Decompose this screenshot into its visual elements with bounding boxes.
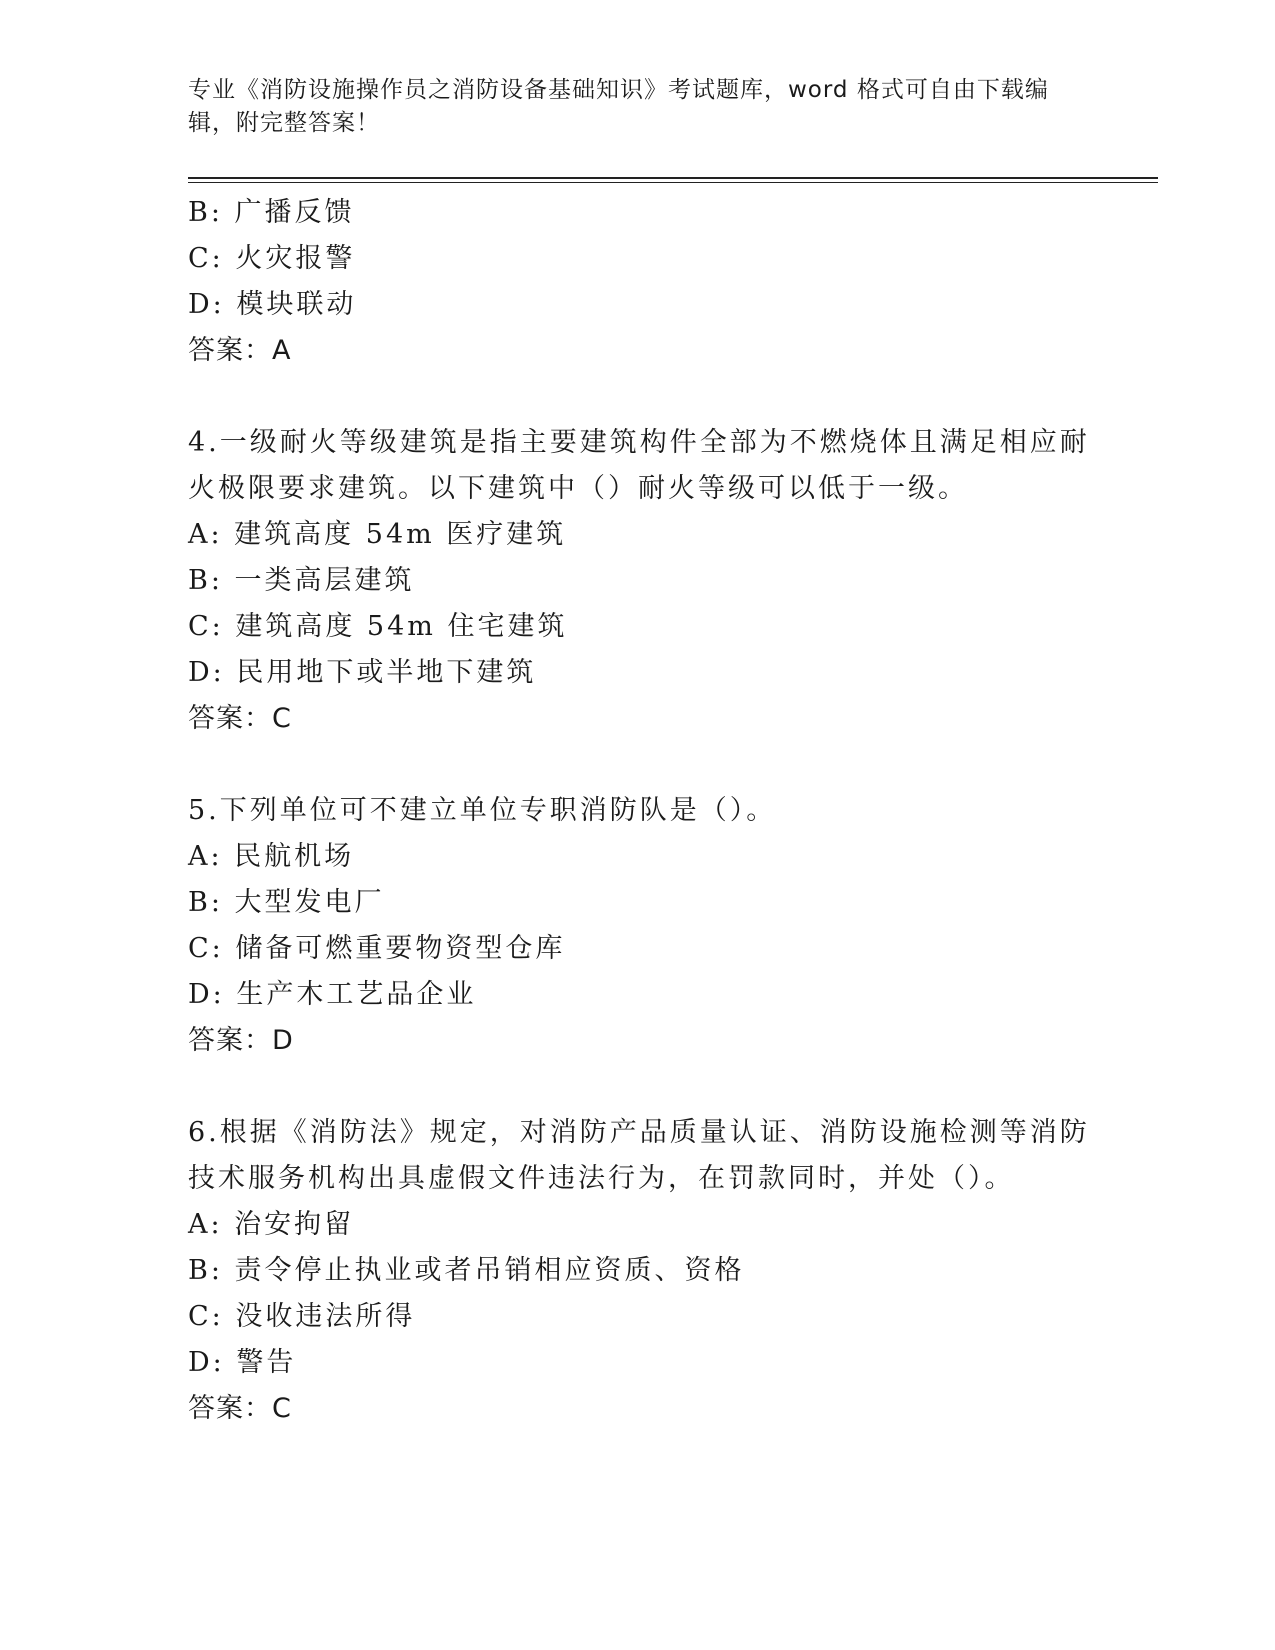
option-b: B: 一类高层建筑 (188, 565, 415, 596)
option-b: B: 责令停止执业或者吊销相应资质、资格 (188, 1255, 745, 1286)
answer: 答案：D (188, 1025, 294, 1056)
header-divider-thin (188, 182, 1158, 183)
document-header (188, 74, 1078, 140)
option-a: A: 治安拘留 (188, 1209, 355, 1240)
option-d: D: 模块联动 (188, 289, 357, 320)
answer: 答案：A (188, 335, 292, 366)
option-b: B: 广播反馈 (188, 197, 355, 228)
header-line-1: 专业《消防设施操作员之消防设备基础知识》考试题库，word 格式可自由下载编 (188, 77, 1049, 103)
question-stem: 5.下列单位可不建立单位专职消防队是（）。 (188, 795, 777, 826)
answer: 答案：C (188, 1393, 292, 1424)
option-d: D: 生产木工艺品企业 (188, 979, 477, 1010)
answer: 答案：C (188, 703, 292, 734)
question-6 (188, 1110, 1088, 1432)
question-list (188, 190, 1088, 1432)
question-5 (188, 788, 1088, 1064)
question-stem: 6.根据《消防法》规定，对消防产品质量认证、消防设施检测等消防 (188, 1117, 1090, 1148)
option-c: C: 建筑高度 54m 住宅建筑 (188, 611, 568, 642)
question-stem-cont: 技术服务机构出具虚假文件违法行为，在罚款同时，并处（）。 (188, 1163, 1015, 1194)
option-c: C: 没收违法所得 (188, 1301, 416, 1332)
option-c: C: 火灾报警 (188, 243, 356, 274)
question-4 (188, 420, 1088, 742)
option-d: D: 警告 (188, 1347, 297, 1378)
option-a: A: 建筑高度 54m 医疗建筑 (188, 519, 567, 550)
option-b: B: 大型发电厂 (188, 887, 385, 918)
header-line-2: 辑，附完整答案！ (188, 110, 380, 136)
option-d: D: 民用地下或半地下建筑 (188, 657, 537, 688)
option-a: A: 民航机场 (188, 841, 355, 872)
option-c: C: 储备可燃重要物资型仓库 (188, 933, 566, 964)
header-divider (188, 177, 1158, 179)
question-stem: 4.一级耐火等级建筑是指主要建筑构件全部为不燃烧体且满足相应耐 (188, 427, 1090, 458)
question-stem-cont: 火极限要求建筑。以下建筑中（）耐火等级可以低于一级。 (188, 473, 968, 504)
question-3-partial (188, 190, 1088, 374)
